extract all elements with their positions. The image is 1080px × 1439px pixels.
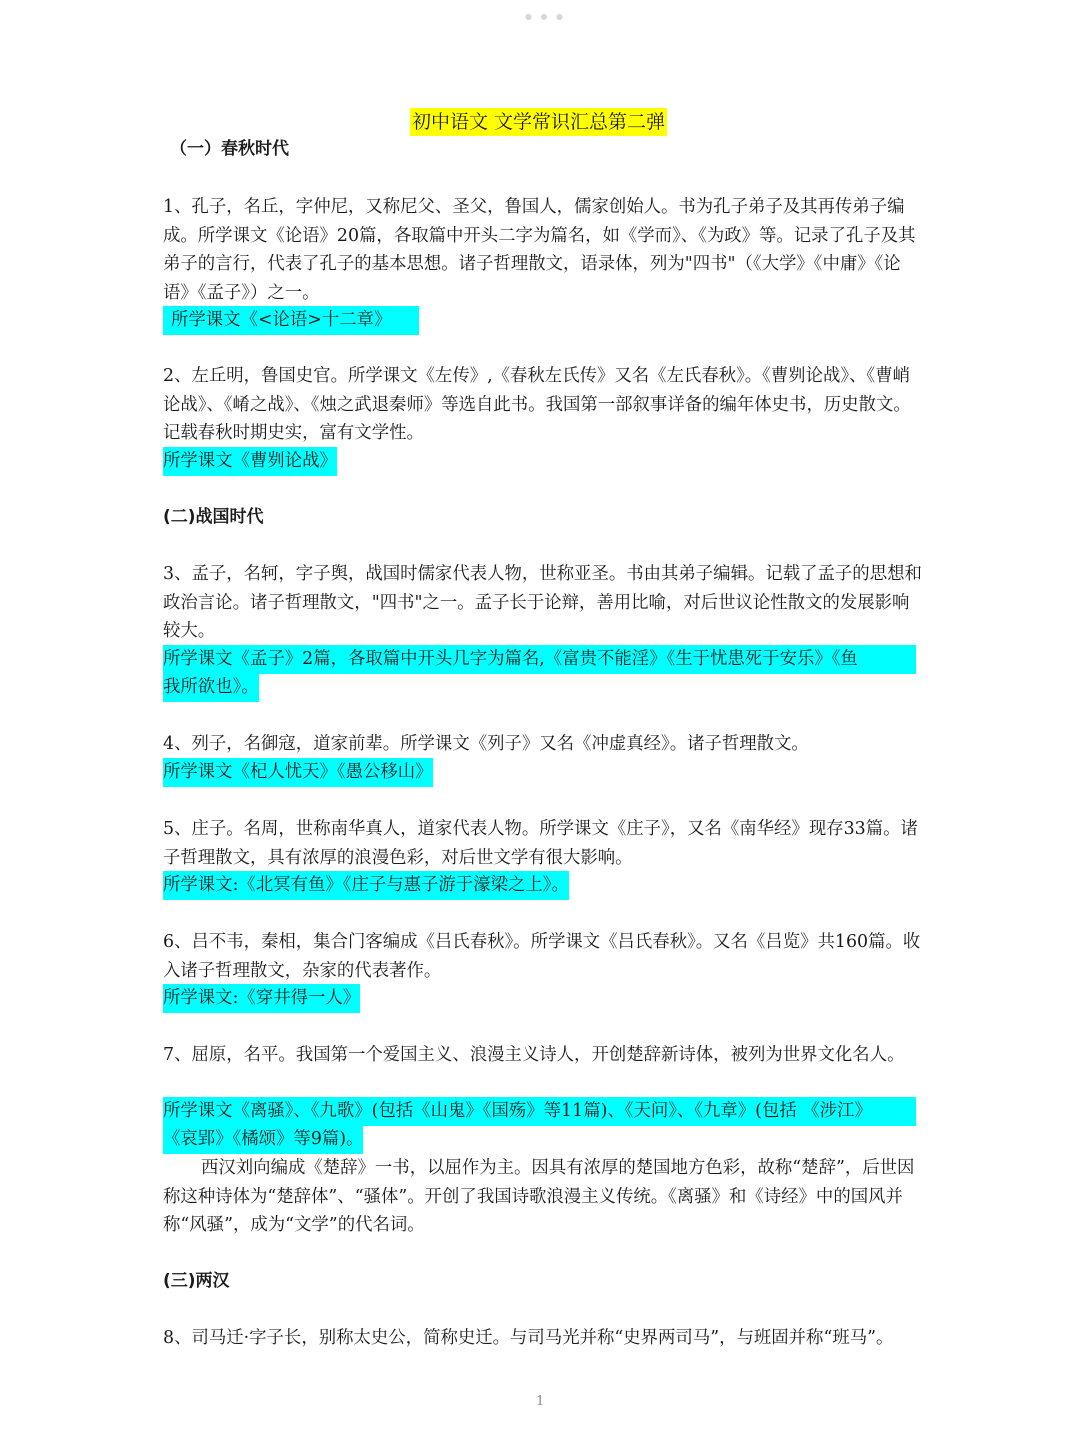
entry-3-highlight-line2: 我所欲也》。 <box>163 673 259 702</box>
page-number: 1 <box>536 1394 545 1409</box>
entry-4-highlight: 所学课文《杞人忧天》《愚公移山》 <box>163 758 433 787</box>
entry-1-highlight: 所学课文《<论语>十二章》 <box>163 306 419 335</box>
section-heading-warring-states: (二)战国时代 <box>163 507 264 527</box>
entry-7-extra-text: 西汉刘向编成《楚辞》一书，以屈作为主。因具有浓厚的楚国地方色彩，故称“楚辞”，后世因称这种诗体为“楚辞体”、“骚体”。开创了我国诗歌浪漫主义传统。《离骚》和《诗经》中的国风并称“风骚”，成为“文学”的代名词。 <box>163 1158 915 1235</box>
entry-2-highlight: 所学课文《曹刿论战》 <box>163 447 337 476</box>
entry-3-highlight-line1: 所学课文《孟子》2篇，各取篇中开头几字为篇名,《富贵不能淫》《生于忧患死于安乐》《鱼 <box>163 645 916 674</box>
entry-7-highlight-line1: 所学课文《离骚》、《九歌》(包括《山鬼》《国殇》等11篇)、《天问》、《九章》(包括 《涉江》 <box>163 1097 916 1126</box>
scroll-indicator: ● ● ● <box>525 12 567 21</box>
section-heading-spring-autumn: （一）春秋时代 <box>170 139 289 159</box>
entry-8-text: 8、司马迁·字子长，别称太史公，简称史迁。与司马光并称“史界两司马”，与班固并称“班马”。 <box>163 1328 894 1348</box>
entry-6-text: 6、吕不韦，秦相，集合门客编成《吕氏春秋》。所学课文《吕氏春秋》。又名《吕览》共160篇。收入诸子哲理散文，杂家的代表著作。 <box>163 932 921 981</box>
entry-2-text: 2、左丘明，鲁国史官。所学课文《左传》,《春秋左氏传》又名《左氏春秋》。《曹刿论战》、《曹峭论战》、《崤之战》、《烛之武退秦师》等选自此书。我国第一部叙事详备的编年体史书，历史散文。记载春秋时期史实，富有文学性。 <box>163 366 911 443</box>
entry-7-highlight-line2: 《哀郢》《橘颂》等9篇)。 <box>163 1125 363 1154</box>
page-title: 初中语文 文学常识汇总第二弹 <box>410 108 667 136</box>
entry-6-highlight: 所学课文:《穿井得一人》 <box>163 984 360 1013</box>
entry-7-text: 7、屈原，名平。我国第一个爱国主义、浪漫主义诗人，开创楚辞新诗体，被列为世界文化名人。 <box>163 1045 905 1065</box>
entry-5-text: 5、庄子。名周，世称南华真人，道家代表人物。所学课文《庄子》，又名《南华经》现存33篇。诸子哲理散文，具有浓厚的浪漫色彩，对后世文学有很大影响。 <box>163 819 918 868</box>
section-heading-han: (三)两汉 <box>163 1271 230 1291</box>
entry-3-text: 3、孟子，名轲，字子舆，战国时儒家代表人物，世称亚圣。书由其弟子编辑。记载了孟子的思想和政治言论。诸子哲理散文，"四书"之一。孟子长于论辩，善用比喻，对后世议论性散文的发展影响较大。 <box>163 564 922 641</box>
entry-5-highlight: 所学课文:《北冥有鱼》《庄子与惠子游于濠梁之上》。 <box>163 871 569 900</box>
entry-1-text: 1、孔子，名丘，字仲尼，又称尼父、圣父，鲁国人，儒家创始人。书为孔子弟子及其再传弟子编成。所学课文《论语》20篇，各取篇中开头二字为篇名，如《学而》、《为政》等。记录了孔子及其弟子的言行，代表了孔子的基本思想。诸子哲理散文，语录体，列为"四书"（《大学》《中庸》《论语》《孟子》）之一。 <box>163 197 916 303</box>
entry-4-text: 4、列子，名御寇，道家前辈。所学课文《列子》又名《冲虚真经》。诸子哲理散文。 <box>163 734 809 754</box>
